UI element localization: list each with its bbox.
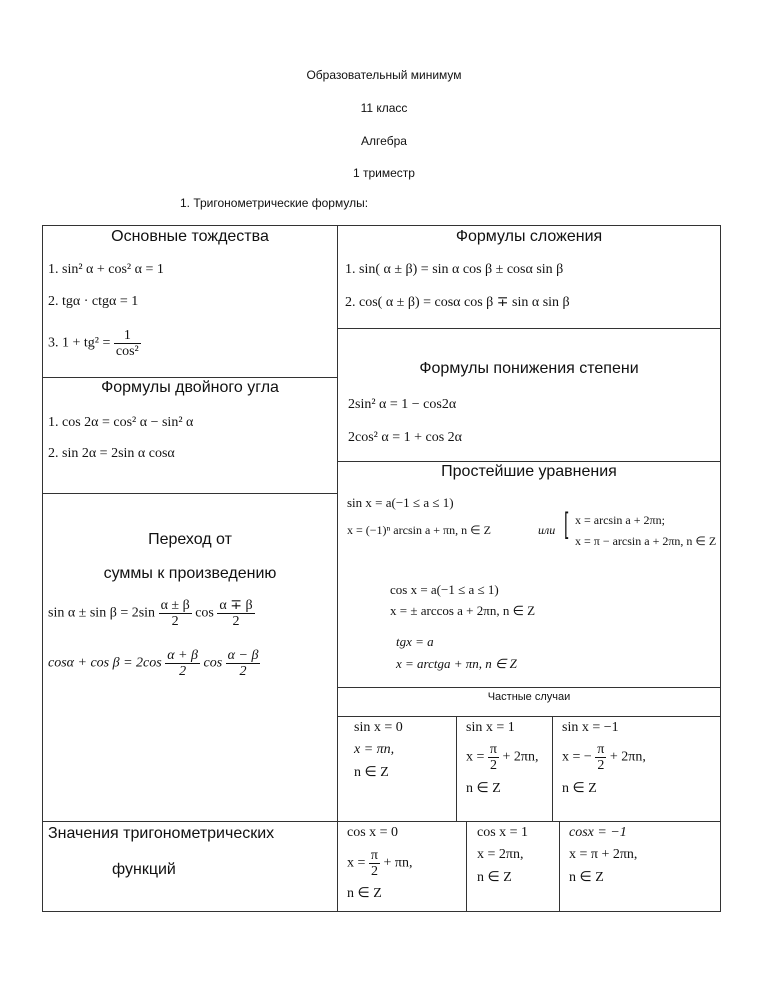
- sum-title-1: Переход от: [148, 531, 232, 548]
- formula-part: cosα + cos β = 2cos: [48, 655, 162, 671]
- special-title: Частные случаи: [487, 691, 571, 703]
- denominator: 2: [489, 758, 497, 773]
- formula-part: x =: [466, 749, 485, 765]
- row-divider: [42, 493, 338, 494]
- numerator: π: [370, 848, 378, 863]
- denominator: 2: [179, 664, 187, 679]
- system-bracket: [562, 509, 570, 539]
- case-sin0-set: n ∈ Z: [354, 765, 389, 780]
- double-title: Формулы двойного угла: [101, 379, 279, 396]
- row-divider: [337, 461, 721, 462]
- case-cos0-sol: [347, 848, 412, 879]
- cell-divider: [466, 821, 467, 912]
- formula-part: sin α ± sin β = 2sin: [48, 605, 156, 621]
- denominator: 2: [370, 864, 378, 879]
- numerator: π: [597, 742, 605, 757]
- cell-divider: [552, 716, 553, 821]
- formula-part: + πn,: [383, 855, 413, 871]
- subject: Алгебра: [361, 134, 407, 148]
- sin-equation: sin x = a(−1 ≤ a ≤ 1): [347, 495, 454, 510]
- numerator: α + β: [167, 648, 198, 663]
- case-sin1-eq: sin x = 1: [466, 720, 515, 735]
- formula-part: 3. 1 + tg² =: [48, 335, 111, 351]
- numerator: α ∓ β: [219, 598, 253, 613]
- case-cos0-set: n ∈ Z: [347, 886, 382, 901]
- double-formula-2: 2. sin 2α = 2sin α cosα: [48, 446, 175, 461]
- doc-title: Образовательный минимум: [306, 68, 462, 82]
- sum-sin-formula: [48, 598, 255, 629]
- basic-formula-1: 1. sin² α + cos² α = 1: [48, 262, 164, 277]
- sum-title-2: суммы к произведению: [103, 565, 277, 582]
- numerator: α ± β: [160, 598, 190, 613]
- case-sin1-set: n ∈ Z: [466, 781, 501, 796]
- case-cos1-eq: cos x = 1: [477, 825, 529, 840]
- sin-solution: x = (−1)ⁿ arcsin a + πn, n ∈ Z: [347, 523, 491, 537]
- denominator: 2: [171, 614, 179, 629]
- addition-formula-2: 2. cos( α ± β) = cosα cos β ∓ sin α sin β: [345, 295, 570, 310]
- case-cosm1-eq: cosx = −1: [569, 825, 627, 840]
- row-divider: [42, 821, 338, 822]
- cos-equation: cos x = a(−1 ≤ a ≤ 1): [390, 582, 499, 597]
- case-cos1-sol: x = 2πn,: [477, 847, 524, 862]
- basic-title: Основные тождества: [111, 228, 269, 245]
- case-sinm1-sol: [562, 742, 646, 773]
- row-divider: [42, 377, 338, 378]
- case-cos0-eq: cos x = 0: [347, 825, 399, 840]
- system-line-2: x = π − arcsin a + 2πn, n ∈ Z: [575, 534, 717, 548]
- case-sinm1-eq: sin x = −1: [562, 720, 619, 735]
- cell-divider: [559, 821, 560, 912]
- formula-part: + 2πn,: [609, 749, 646, 765]
- reduce-title: Формулы понижения степени: [419, 360, 639, 377]
- row-divider: [337, 716, 721, 717]
- case-sinm1-set: n ∈ Z: [562, 781, 597, 796]
- tg-solution: x = arctga + πn, n ∈ Z: [396, 656, 517, 671]
- reduce-formula-2: 2cos² α = 1 + cos 2α: [348, 430, 462, 445]
- formula-part: x =: [347, 855, 366, 871]
- case-cos1-set: n ∈ Z: [477, 870, 512, 885]
- reduce-formula-1: 2sin² α = 1 − cos2α: [348, 397, 457, 412]
- bracket-glyph: [: [564, 507, 569, 540]
- denominator: 2: [597, 758, 605, 773]
- tg-equation: tgx = a: [396, 634, 434, 649]
- case-sin0-sol: x = πn,: [354, 742, 395, 757]
- table-border-bottom: [42, 911, 721, 912]
- case-cosm1-set: n ∈ Z: [569, 870, 604, 885]
- basic-formula-3: [48, 328, 141, 359]
- numerator: π: [489, 742, 497, 757]
- case-sin0-eq: sin x = 0: [354, 720, 403, 735]
- case-sin1-sol: [466, 742, 538, 773]
- section-heading: 1. Тригонометрические формулы:: [180, 196, 369, 210]
- system-line-1: x = arcsin a + 2πn;: [575, 513, 665, 527]
- formula-part: + 2πn,: [502, 749, 539, 765]
- values-title-1: Значения тригонометрических: [48, 825, 275, 842]
- cos-solution: x = ± arccos a + 2πn, n ∈ Z: [390, 603, 536, 618]
- formula-part: x = −: [562, 749, 592, 765]
- row-divider: [337, 687, 721, 688]
- addition-title: Формулы сложения: [455, 228, 603, 245]
- basic-formula-2: 2. tgα · ctgα = 1: [48, 294, 139, 309]
- row-divider: [337, 328, 721, 329]
- term: 1 триместр: [353, 166, 415, 180]
- case-cosm1-sol: x = π + 2πn,: [569, 847, 638, 862]
- values-title-2: функций: [112, 861, 176, 878]
- double-formula-1: 1. cos 2α = cos² α − sin² α: [48, 415, 194, 430]
- denominator: 2: [232, 614, 240, 629]
- numerator: 1: [114, 328, 141, 344]
- table-border-top: [42, 225, 721, 226]
- formula-part: cos: [203, 655, 223, 671]
- addition-formula-1: 1. sin( α ± β) = sin α cos β ± cosα sin β: [345, 262, 564, 277]
- denominator: 2: [239, 664, 247, 679]
- or-label: или: [538, 523, 556, 537]
- numerator: α − β: [227, 648, 259, 663]
- cell-divider: [456, 716, 457, 821]
- denominator: cos²: [115, 344, 139, 359]
- formula-part: cos: [195, 605, 214, 621]
- row-divider: [337, 821, 721, 822]
- equations-title: Простейшие уравнения: [441, 463, 617, 480]
- grade: 11 класс: [360, 101, 408, 115]
- sum-cos-formula: [48, 648, 260, 679]
